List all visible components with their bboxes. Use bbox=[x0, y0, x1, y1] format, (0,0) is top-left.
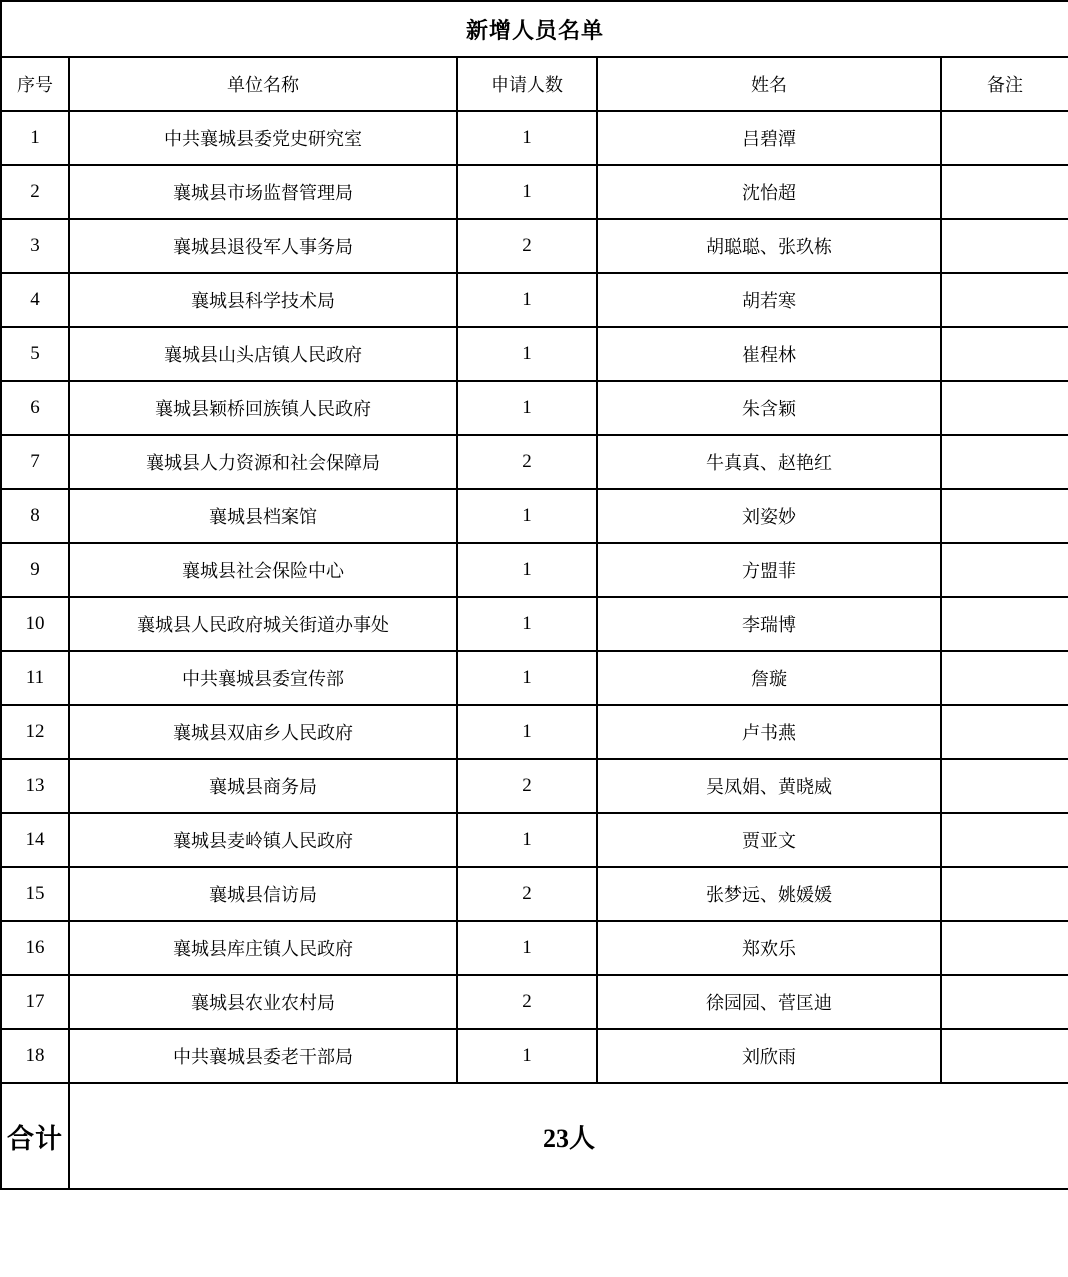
applicant-count-cell: 1 bbox=[457, 543, 597, 597]
table-row bbox=[1, 165, 1068, 219]
table-row bbox=[1, 921, 1068, 975]
applicant-count-cell: 1 bbox=[457, 597, 597, 651]
table-title: 新增人员名单 bbox=[1, 1, 1068, 57]
table-row bbox=[1, 273, 1068, 327]
unit-name-cell: 中共襄城县委党史研究室 bbox=[69, 111, 457, 165]
table-row bbox=[1, 327, 1068, 381]
table-body bbox=[1, 111, 1068, 1083]
remark-cell bbox=[941, 327, 1068, 381]
row-index-cell: 6 bbox=[1, 381, 69, 435]
remark-cell bbox=[941, 381, 1068, 435]
names-cell: 刘姿妙 bbox=[597, 489, 941, 543]
names-cell: 刘欣雨 bbox=[597, 1029, 941, 1083]
names-cell: 贾亚文 bbox=[597, 813, 941, 867]
table-row bbox=[1, 489, 1068, 543]
row-index-cell: 8 bbox=[1, 489, 69, 543]
total-label: 合计 bbox=[1, 1083, 69, 1189]
col-header-names: 姓名 bbox=[597, 57, 941, 111]
row-index-cell: 14 bbox=[1, 813, 69, 867]
table-row bbox=[1, 975, 1068, 1029]
names-cell: 吕碧潭 bbox=[597, 111, 941, 165]
row-index-cell: 12 bbox=[1, 705, 69, 759]
remark-cell bbox=[941, 219, 1068, 273]
unit-name-cell: 襄城县人力资源和社会保障局 bbox=[69, 435, 457, 489]
applicant-count-cell: 1 bbox=[457, 273, 597, 327]
applicant-count-cell: 2 bbox=[457, 867, 597, 921]
names-cell: 沈怡超 bbox=[597, 165, 941, 219]
remark-cell bbox=[941, 651, 1068, 705]
applicant-count-cell: 1 bbox=[457, 705, 597, 759]
row-index-cell: 16 bbox=[1, 921, 69, 975]
applicant-count-cell: 2 bbox=[457, 759, 597, 813]
row-index-cell: 7 bbox=[1, 435, 69, 489]
names-cell: 郑欢乐 bbox=[597, 921, 941, 975]
remark-cell bbox=[941, 921, 1068, 975]
remark-cell bbox=[941, 165, 1068, 219]
unit-name-cell: 襄城县信访局 bbox=[69, 867, 457, 921]
row-index-cell: 5 bbox=[1, 327, 69, 381]
table-row bbox=[1, 381, 1068, 435]
names-cell: 方盟菲 bbox=[597, 543, 941, 597]
row-index-cell: 3 bbox=[1, 219, 69, 273]
table-row bbox=[1, 597, 1068, 651]
names-cell: 李瑞博 bbox=[597, 597, 941, 651]
applicant-count-cell: 1 bbox=[457, 165, 597, 219]
names-cell: 吴凤娟、黄晓威 bbox=[597, 759, 941, 813]
remark-cell bbox=[941, 1029, 1068, 1083]
remark-cell bbox=[941, 111, 1068, 165]
table-row bbox=[1, 813, 1068, 867]
title-row bbox=[1, 1, 1068, 57]
unit-name-cell: 襄城县科学技术局 bbox=[69, 273, 457, 327]
remark-cell bbox=[941, 759, 1068, 813]
names-cell: 张梦远、姚媛媛 bbox=[597, 867, 941, 921]
unit-name-cell: 襄城县农业农村局 bbox=[69, 975, 457, 1029]
applicant-count-cell: 1 bbox=[457, 1029, 597, 1083]
remark-cell bbox=[941, 813, 1068, 867]
table-row bbox=[1, 759, 1068, 813]
table-row bbox=[1, 1029, 1068, 1083]
applicant-count-cell: 1 bbox=[457, 813, 597, 867]
total-row bbox=[1, 1083, 1068, 1189]
remark-cell bbox=[941, 597, 1068, 651]
unit-name-cell: 襄城县库庄镇人民政府 bbox=[69, 921, 457, 975]
col-header-unit-name: 单位名称 bbox=[69, 57, 457, 111]
row-index-cell: 4 bbox=[1, 273, 69, 327]
col-header-index: 序号 bbox=[1, 57, 69, 111]
remark-cell bbox=[941, 435, 1068, 489]
applicant-count-cell: 2 bbox=[457, 219, 597, 273]
applicant-count-cell: 1 bbox=[457, 921, 597, 975]
row-index-cell: 18 bbox=[1, 1029, 69, 1083]
remark-cell bbox=[941, 489, 1068, 543]
names-cell: 徐园园、菅匡迪 bbox=[597, 975, 941, 1029]
row-index-cell: 2 bbox=[1, 165, 69, 219]
unit-name-cell: 襄城县双庙乡人民政府 bbox=[69, 705, 457, 759]
unit-name-cell: 襄城县社会保险中心 bbox=[69, 543, 457, 597]
names-cell: 朱含颖 bbox=[597, 381, 941, 435]
col-header-applicant-count: 申请人数 bbox=[457, 57, 597, 111]
names-cell: 牛真真、赵艳红 bbox=[597, 435, 941, 489]
names-cell: 胡若寒 bbox=[597, 273, 941, 327]
table-row bbox=[1, 543, 1068, 597]
applicant-count-cell: 2 bbox=[457, 435, 597, 489]
applicant-count-cell: 1 bbox=[457, 381, 597, 435]
unit-name-cell: 中共襄城县委宣传部 bbox=[69, 651, 457, 705]
total-value: 23人 bbox=[69, 1083, 1068, 1189]
table-row bbox=[1, 435, 1068, 489]
applicant-count-cell: 1 bbox=[457, 327, 597, 381]
unit-name-cell: 襄城县商务局 bbox=[69, 759, 457, 813]
unit-name-cell: 襄城县山头店镇人民政府 bbox=[69, 327, 457, 381]
remark-cell bbox=[941, 975, 1068, 1029]
unit-name-cell: 襄城县市场监督管理局 bbox=[69, 165, 457, 219]
col-header-remark: 备注 bbox=[941, 57, 1068, 111]
row-index-cell: 10 bbox=[1, 597, 69, 651]
names-cell: 胡聪聪、张玖栋 bbox=[597, 219, 941, 273]
remark-cell bbox=[941, 543, 1068, 597]
table-row bbox=[1, 867, 1068, 921]
remark-cell bbox=[941, 867, 1068, 921]
unit-name-cell: 襄城县颖桥回族镇人民政府 bbox=[69, 381, 457, 435]
table-row bbox=[1, 111, 1068, 165]
header-row bbox=[1, 57, 1068, 111]
row-index-cell: 13 bbox=[1, 759, 69, 813]
applicant-count-cell: 1 bbox=[457, 111, 597, 165]
unit-name-cell: 襄城县人民政府城关街道办事处 bbox=[69, 597, 457, 651]
table-row bbox=[1, 705, 1068, 759]
applicant-count-cell: 1 bbox=[457, 651, 597, 705]
remark-cell bbox=[941, 705, 1068, 759]
names-cell: 詹璇 bbox=[597, 651, 941, 705]
names-cell: 卢书燕 bbox=[597, 705, 941, 759]
row-index-cell: 1 bbox=[1, 111, 69, 165]
row-index-cell: 17 bbox=[1, 975, 69, 1029]
unit-name-cell: 襄城县档案馆 bbox=[69, 489, 457, 543]
unit-name-cell: 襄城县退役军人事务局 bbox=[69, 219, 457, 273]
row-index-cell: 11 bbox=[1, 651, 69, 705]
row-index-cell: 9 bbox=[1, 543, 69, 597]
applicant-count-cell: 1 bbox=[457, 489, 597, 543]
table-row bbox=[1, 651, 1068, 705]
unit-name-cell: 襄城县麦岭镇人民政府 bbox=[69, 813, 457, 867]
unit-name-cell: 中共襄城县委老干部局 bbox=[69, 1029, 457, 1083]
applicant-count-cell: 2 bbox=[457, 975, 597, 1029]
row-index-cell: 15 bbox=[1, 867, 69, 921]
table-row bbox=[1, 219, 1068, 273]
names-cell: 崔程林 bbox=[597, 327, 941, 381]
remark-cell bbox=[941, 273, 1068, 327]
